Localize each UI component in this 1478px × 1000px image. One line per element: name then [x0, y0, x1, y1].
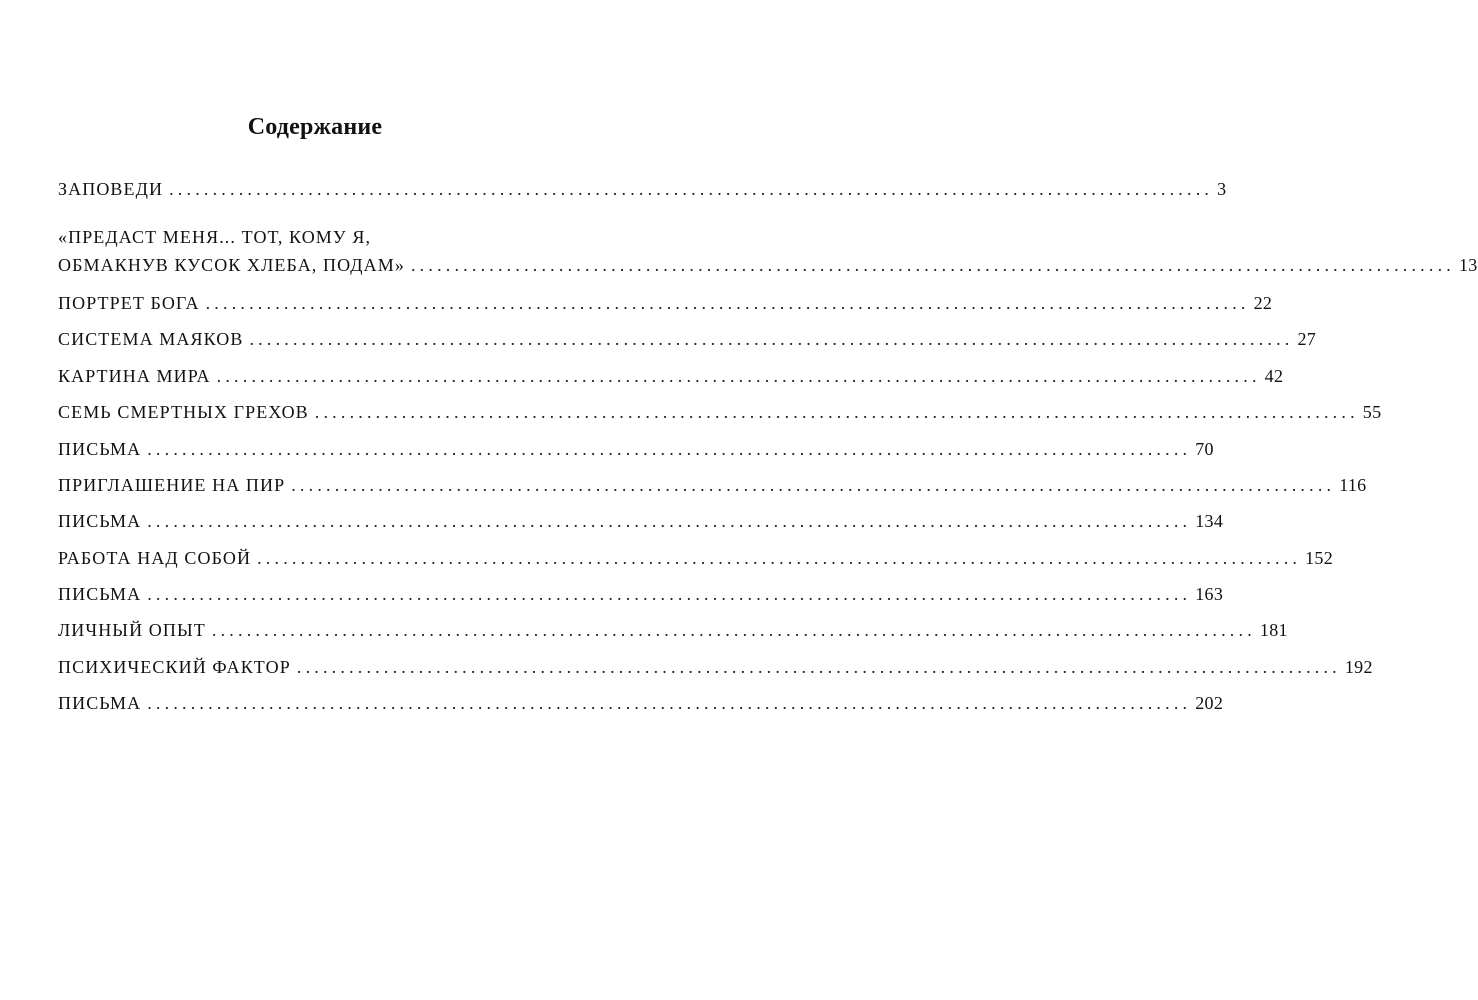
- dot-leader: ........................................................................................................................: [257, 548, 1302, 568]
- toc-entry-page: 3: [1217, 179, 1227, 199]
- dot-leader: ........................................................................................................................: [216, 366, 1261, 386]
- toc-entry-page: 181: [1259, 620, 1288, 640]
- toc-entry: [58, 438, 1214, 460]
- toc-entry: [58, 328, 1317, 350]
- toc-entry-title: ПРИГЛАШЕНИЕ НА ПИР: [58, 475, 286, 495]
- toc-entry-page: 27: [1297, 329, 1317, 349]
- dot-leader: ........................................................................................................................: [147, 584, 1192, 604]
- dot-leader: ........................................................................................................................: [211, 620, 1256, 640]
- toc-entry: [58, 656, 1373, 678]
- toc-entry-page: 152: [1305, 548, 1334, 568]
- toc-entry-page: 42: [1264, 366, 1284, 386]
- dot-leader: ........................................................................................................................: [205, 293, 1250, 313]
- toc-entry: [58, 510, 1224, 532]
- toc-entry-title: ПИСЬМА: [58, 693, 142, 713]
- toc-entry-title: ПИСЬМА: [58, 511, 142, 531]
- toc-entry-title: ПОРТРЕТ БОГА: [58, 293, 200, 313]
- dot-leader: ........................................................................................................................: [249, 329, 1294, 349]
- toc-entry-page: 70: [1195, 439, 1214, 459]
- page-title: Содержание: [247, 114, 383, 140]
- dot-leader: ........................................................................................................................: [147, 439, 1192, 459]
- toc-entry: [58, 474, 1367, 496]
- toc-entry: [58, 547, 1334, 569]
- toc-entry-title: ЛИЧНЫЙ ОПЫТ: [58, 620, 206, 640]
- toc-entry-title: СЕМЬ СМЕРТНЫХ ГРЕХОВ: [58, 402, 309, 422]
- toc-entry: [58, 226, 1478, 276]
- toc-entry-page: 13: [1458, 255, 1478, 275]
- toc-entry: [58, 365, 1284, 387]
- toc-entry-title: ЗАПОВЕДИ: [58, 179, 164, 199]
- toc-entry-title: КАРТИНА МИРА: [58, 366, 211, 386]
- toc-entry-title: РАБОТА НАД СОБОЙ: [58, 548, 252, 568]
- toc-entry-page: 55: [1362, 402, 1382, 422]
- toc-entry: [58, 292, 1273, 314]
- dot-leader: ........................................................................................................................: [296, 657, 1341, 677]
- toc-entry-page: 22: [1253, 293, 1273, 313]
- toc-entry-page: 202: [1195, 693, 1224, 713]
- toc-entry-title: ПИСЬМА: [58, 584, 142, 604]
- toc-entry: [58, 692, 1224, 714]
- toc-entry: [58, 583, 1224, 605]
- toc-entry-title-line1: «ПРЕДАСТ МЕНЯ... ТОТ, КОМУ Я,: [58, 227, 372, 247]
- toc-entry-page: 116: [1339, 475, 1367, 495]
- dot-leader: ........................................................................................................................: [291, 475, 1336, 495]
- dot-leader: ........................................................................................................................: [169, 179, 1214, 199]
- toc-entry: [58, 619, 1288, 641]
- toc-entry-title: ПИСЬМА: [58, 439, 142, 459]
- toc-entry-title: СИСТЕМА МАЯКОВ: [58, 329, 244, 349]
- toc-entry: [58, 401, 1382, 423]
- toc-entry-title: ОБМАКНУВ КУСОК ХЛЕБА, ПОДАМ»: [58, 255, 405, 275]
- dot-leader: ........................................................................................................................: [147, 693, 1192, 713]
- toc-entry-title: ПСИХИЧЕСКИЙ ФАКТОР: [58, 657, 291, 677]
- toc-entry-page: 134: [1195, 511, 1224, 531]
- dot-leader: ........................................................................................................................: [410, 255, 1455, 275]
- dot-leader: ........................................................................................................................: [147, 511, 1192, 531]
- dot-leader: ........................................................................................................................: [314, 402, 1359, 422]
- toc-entry-page: 163: [1195, 584, 1224, 604]
- toc-entry: [58, 178, 1227, 200]
- toc-entry-page: 192: [1344, 657, 1373, 677]
